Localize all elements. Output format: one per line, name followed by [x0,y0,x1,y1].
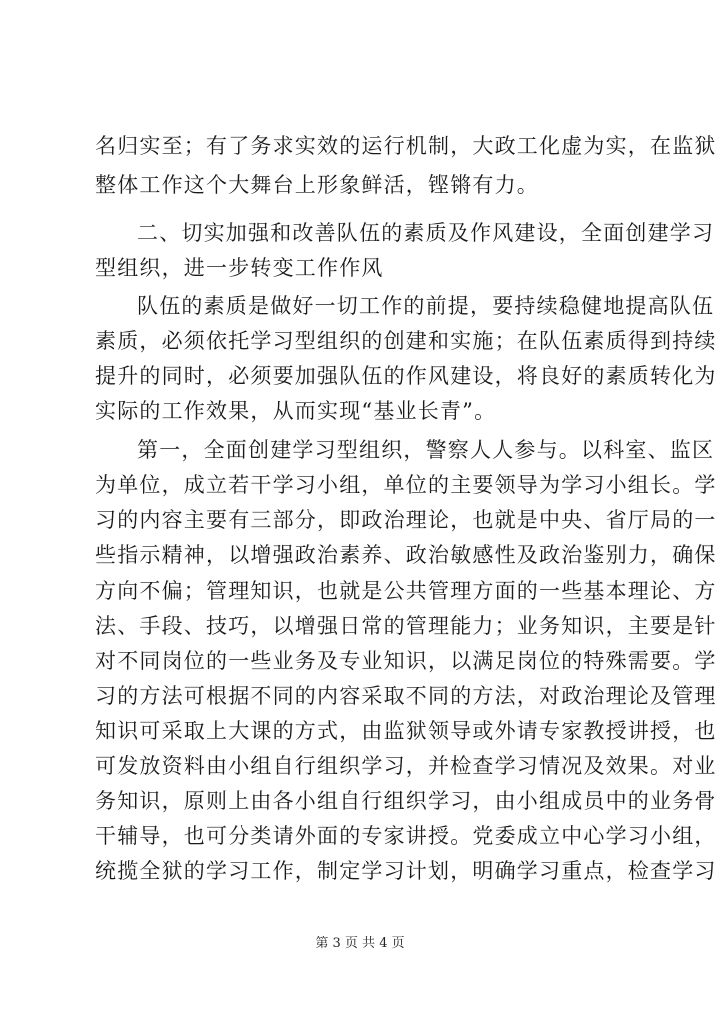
body-line-2: 整体工作这个大舞台上形象鲜活，铿锵有力。 [95,173,539,197]
body-line-19: 务知识，原则上由各小组自行组织学习，由小组成员中的业务骨 [95,789,717,813]
page-number-footer: 第 3 页 共 4 页 [315,936,405,951]
body-line-9: 第一，全面创建学习型组织，警察人人参与。以科室、监区 [137,438,715,462]
body-line-7: 提升的同时，必须要加强队伍的作风建设，将良好的素质转化为 [95,364,717,388]
body-line-12: 些指示精神，以增强政治素养、政治敏感性及政治鉴别力，确保 [95,543,717,567]
body-line-17: 知识可采取上大课的方式，由监狱领导或外请专家教授讲授，也 [95,719,717,743]
body-line-5: 队伍的素质是做好一切工作的前提，要持续稳健地提高队伍 [137,294,715,318]
section-heading-line-2: 型组织，进一步转变工作作风 [95,256,384,280]
body-line-16: 习的方法可根据不同的内容采取不同的方法，对政治理论及管理 [95,684,717,708]
body-line-11: 习的内容主要有三部分，即政治理论，也就是中央、省厅局的一 [95,508,717,532]
body-line-10: 为单位，成立若干学习小组，单位的主要领导为学习小组长。学 [95,473,717,497]
body-line-8: 实际的工作效果，从而实现“基业长青”。 [95,399,497,423]
body-line-13: 方向不偏；管理知识，也就是公共管理方面的一些基本理论、方 [95,579,717,603]
body-line-20: 干辅导，也可分类请外面的专家讲授。党委成立中心学习小组， [95,824,717,848]
section-heading-line-1: 二、切实加强和改善队伍的素质及作风建设，全面创建学习 [137,221,715,245]
body-line-21: 统揽全狱的学习工作，制定学习计划，明确学习重点，检查学习 [95,859,717,883]
body-line-1: 名归实至；有了务求实效的运行机制，大政工化虚为实，在监狱 [95,134,717,158]
body-line-14: 法、手段、技巧，以增强日常的管理能力；业务知识，主要是针 [95,614,717,638]
body-line-6: 素质，必须依托学习型组织的创建和实施；在队伍素质得到持续 [95,329,717,353]
body-line-18: 可发放资料由小组自行组织学习，并检查学习情况及效果。对业 [95,754,717,778]
body-line-15: 对不同岗位的一些业务及专业知识，以满足岗位的特殊需要。学 [95,649,717,673]
